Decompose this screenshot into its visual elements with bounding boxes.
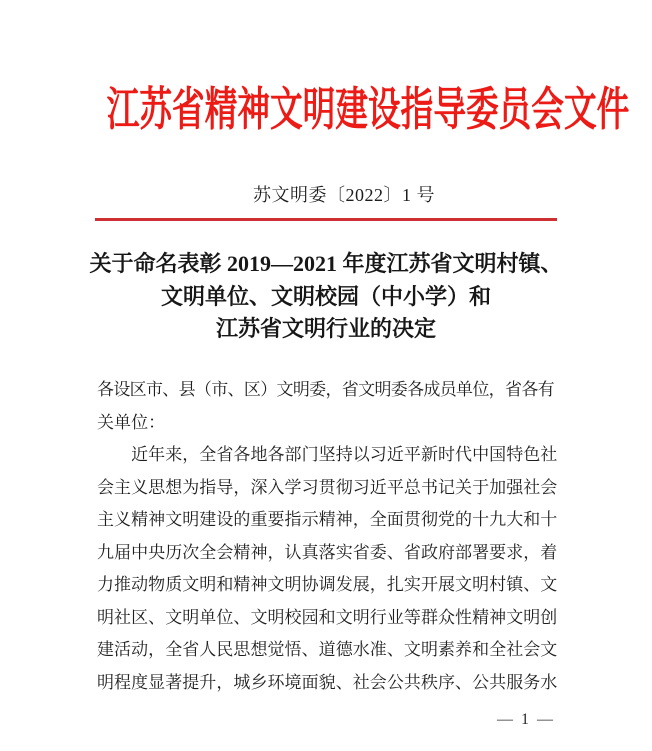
title-line-1: 关于命名表彰 2019—2021 年度江苏省文明村镇、 [89, 251, 563, 276]
body-line: 主义精神文明建设的重要指示精神，全面贯彻党的十九大和十 [97, 510, 558, 529]
title-line-3: 江苏省文明行业的决定 [215, 316, 436, 341]
body-line: 各设区市、县（市、区）文明委，省文明委各成员单位，省各有 [97, 380, 554, 399]
title-line-2: 文明单位、文明校园（中小学）和 [160, 283, 491, 309]
red-letterhead-title: 江苏省精神文明建设指导委员会文件 [106, 84, 630, 135]
body-line: 九届中央历次全会精神，认真落实省委、省政府部署要求，着 [97, 542, 558, 562]
document-body [97, 374, 559, 699]
red-letterhead [0, 86, 652, 134]
body-line: 近年来，全省各地各部门坚持以习近平新时代中国特色社 [97, 445, 558, 464]
body-line: 关单位： [97, 412, 166, 432]
body-line: 会主义思想为指导，深入学习贯彻习近平总书记关于加强社会 [97, 477, 558, 497]
red-divider-line [95, 218, 557, 221]
body-line: 明程度显著提升，城乡环境面貌、社会公共秩序、公共服务水 [97, 672, 558, 692]
doc-reference-number: 苏文明委〔2022〕1 号 [253, 185, 435, 205]
document-title [0, 248, 652, 346]
page-number: — 1 — [497, 711, 555, 728]
body-line: 建活动，全省人民思想觉悟、道德水准、文明素养和全社会文 [97, 640, 558, 659]
body-line: 明社区、文明单位、文明校园和文明行业等群众性精神文明创 [97, 607, 558, 627]
body-line: 力推动物质文明和精神文明协调发展，扎实开展文明村镇、文 [97, 575, 558, 594]
